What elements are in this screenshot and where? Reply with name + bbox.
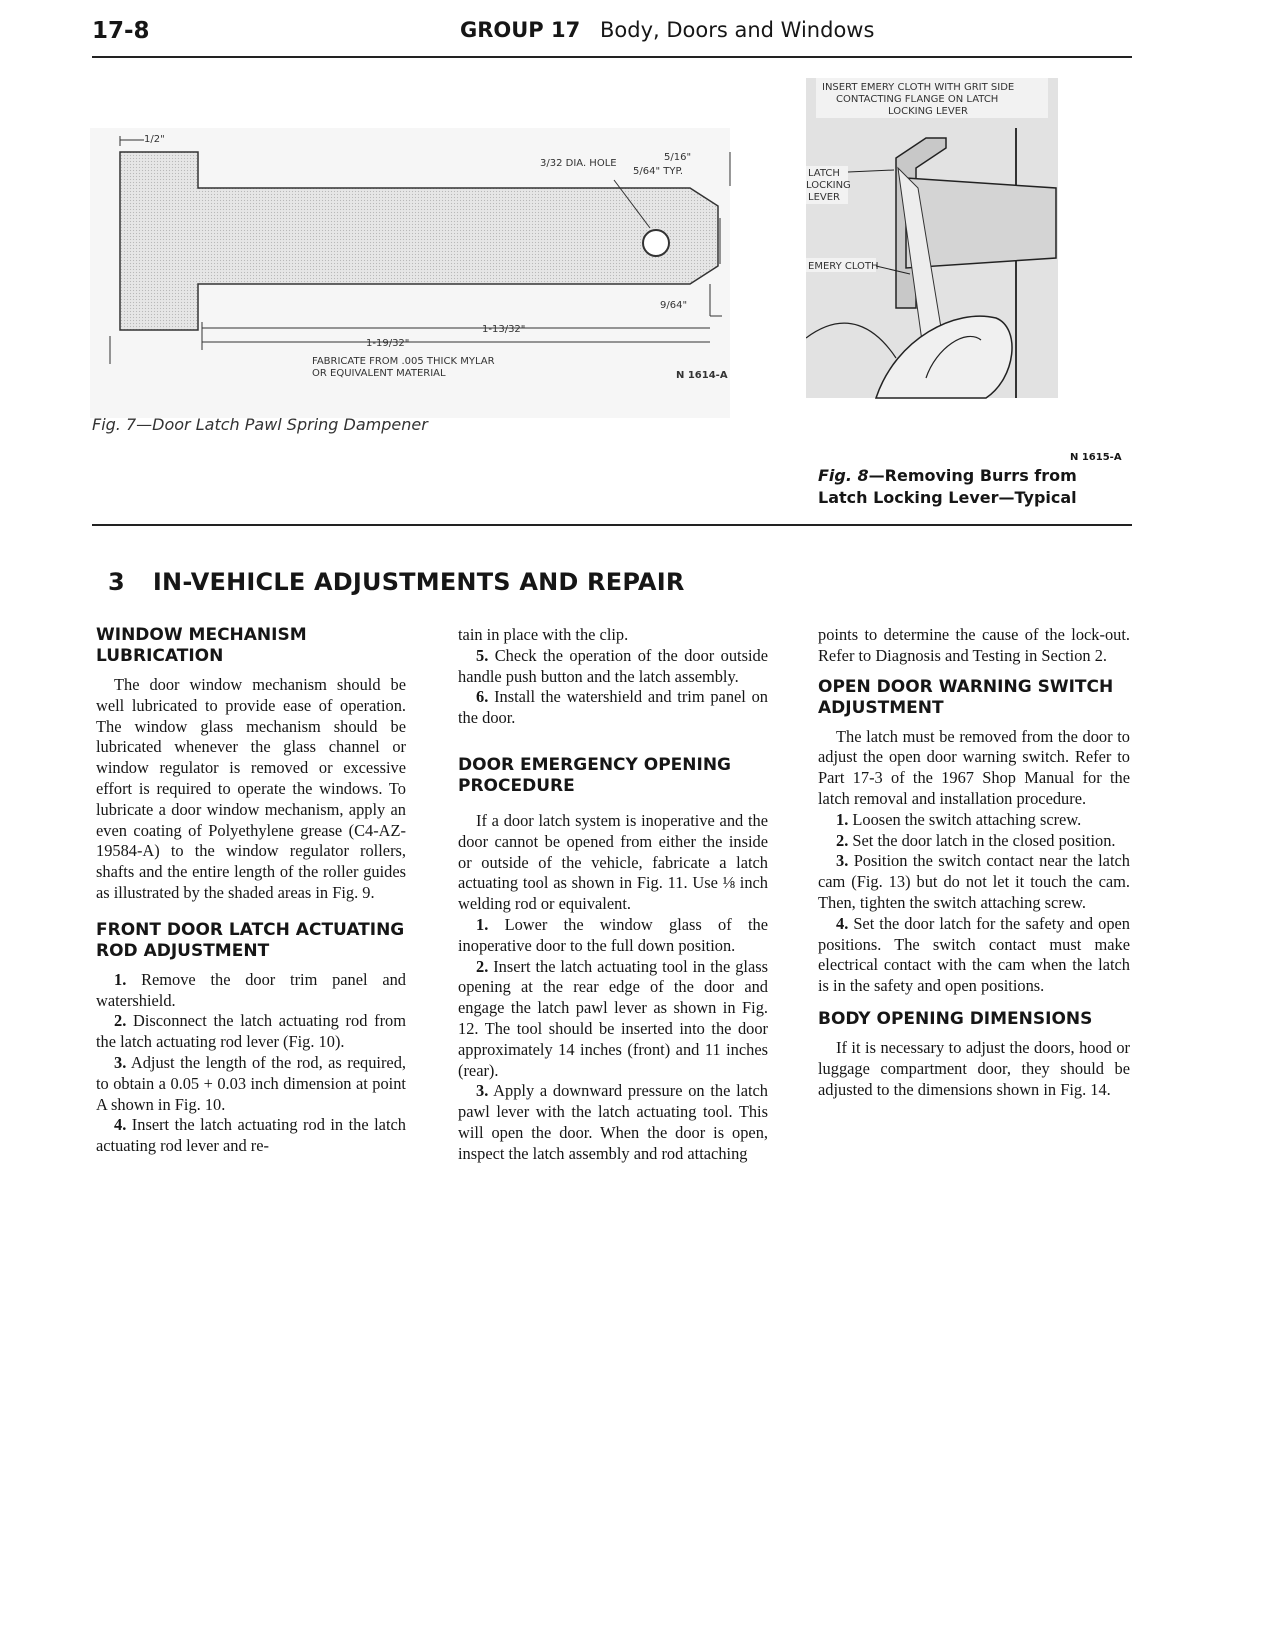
header-group: GROUP 17 [460,18,581,42]
figure-8-illustration [806,78,1098,418]
step-warning-2 [818,831,1130,852]
step-number: 2. [476,956,489,976]
step-number: 4. [114,1115,127,1135]
step-number: 5. [476,645,489,665]
step-front-6 [458,687,768,729]
figure-7-diagram [90,88,780,418]
step-front-1 [96,970,406,1012]
paragraph-warning-switch: The latch must be removed from the door to adjust the open door warning switch. Refer to Part 17-3 of the 1967 Shop Manual for the latch removal and installation procedure. [818,726,1130,808]
step-text: Lower the window glass of the inoperative door to the full down position. [458,914,768,955]
fig8-label-latch: LATCH [808,168,840,179]
figure-8-code: N 1615-A [1070,452,1122,463]
figure-8-caption-text: —Removing Burrs from Latch Locking Lever—Typical [818,466,1077,507]
label-nine-64: 9/64" [660,300,688,311]
figure-8-caption [818,465,1118,509]
fig7-note-line1: FABRICATE FROM .005 THICK MYLAR [312,356,495,367]
heading-front-door-latch: FRONT DOOR LATCH ACTUATING ROD ADJUSTMENT [96,919,405,961]
fig7-note-line2: OR EQUIVALENT MATERIAL [312,368,446,379]
step-text: Set the door latch for the safety and open positions. The switch contact must make electrical contact with the cam when the latch is in the safety and open positions. [818,913,1130,996]
paragraph-body-dimensions: If it is necessary to adjust the doors, hood or luggage compartment door, they should be adjusted to the dimensions shown in Fig. 14. [818,1037,1130,1099]
heading-warning-switch: OPEN DOOR WARNING SWITCH ADJUSTMENT [818,676,1114,718]
column-1 [96,625,406,1157]
label-hole: 3/32 DIA. HOLE [540,158,617,169]
step-front-2 [96,1011,406,1053]
label-five-64-typ: 5/64" TYP. [633,166,684,177]
fig8-label-lever: LEVER [808,192,840,203]
column-2 [458,625,768,1165]
step-text: Position the switch contact near the latch cam (Fig. 13) but do not let it touch the cam. Then, tighten the switch attaching screw. [818,851,1130,912]
step-number: 2. [836,830,849,850]
fig8-label-emery: EMERY CLOTH [808,261,879,272]
label-five-sixteenths: 5/16" [664,152,692,163]
step-emergency-1 [458,915,768,957]
step-number: 3. [836,851,849,871]
step-number: 3. [114,1052,127,1072]
column-3 [818,625,1130,1100]
step-text: Install the watershield and trim panel on the door. [458,687,768,728]
label-1-13-32: 1-13/32" [482,324,526,335]
step-text: Set the door latch in the closed position. [852,830,1116,850]
paragraph-window-lubrication: The door window mechanism should be well lubricated to provide ease of operation. The window glass mechanism should be lubricated whenever the glass channel or window regulator is removed or excessive effort is required to operate the windows. To lubricate a door window mechanism, apply an even coating of Polyethylene grease (C4-AZ-19584-A) to the window regulator rollers, shafts and the entire length of the roller guides as illustrated by the shaded areas in Fig. 9. [96,675,406,902]
step-number: 3. [476,1081,489,1101]
step-front-3 [96,1053,406,1115]
step-emergency-3 [458,1081,768,1164]
paragraph-continuation: tain in place with the clip. [458,625,629,644]
heading-body-dimensions: BODY OPENING DIMENSIONS [818,1008,1093,1029]
section-number: 3 [108,568,125,596]
step-number: 4. [836,913,849,933]
step-warning-1 [818,810,1130,831]
step-text: Disconnect the latch actuating rod from the latch actuating rod lever (Fig. 10). [96,1011,406,1052]
section-rule [92,524,1132,526]
step-number: 1. [114,969,127,989]
step-text: Remove the door trim panel and watershield. [96,969,406,1010]
step-text: Adjust the length of the rod, as required, to obtain a 0.05 + 0.03 inch dimension at point A shown in Fig. 10. [96,1052,406,1114]
paragraph-emergency-opening: If a door latch system is inoperative and the door cannot be opened from either the inside or outside of the vehicle, fabricate a latch actuating tool as shown in Fig. 11. Use ⅛ inch welding rod or equivalent. [458,810,768,914]
figure-7-caption: Fig. 7—Door Latch Pawl Spring Dampener [92,415,428,434]
label-half-inch: 1/2" [144,134,165,145]
dampener-hole [643,230,669,256]
heading-emergency-opening: DOOR EMERGENCY OPENING PROCEDURE [458,754,732,796]
paragraph-continuation: points to determine the cause of the lock-out. Refer to Diagnosis and Testing in Section 2. [818,625,1130,665]
section-title: IN-VEHICLE ADJUSTMENTS AND REPAIR [152,568,685,596]
fig8-label-top-line3: LOCKING LEVER [888,106,968,117]
step-text: Insert the latch actuating tool in the glass opening at the rear edge of the door and engage the latch pawl lever as shown in Fig. 12. The tool should be inserted into the door approximately 14 inches (front) and 11 inches (rear). [458,956,768,1080]
step-number: 2. [114,1011,127,1031]
step-number: 1. [836,809,849,829]
figure-8-caption-number: Fig. 8 [818,466,869,485]
fig8-label-top-line2: CONTACTING FLANGE ON LATCH [836,94,999,105]
step-warning-4 [818,914,1130,997]
step-text: Insert the latch actuating rod in the latch actuating rod lever and re- [96,1115,406,1156]
step-emergency-2 [458,957,768,1082]
fig7-code: N 1614-A [676,370,728,381]
step-warning-3 [818,851,1130,913]
step-front-4 [96,1115,406,1157]
step-text: Loosen the switch attaching screw. [852,809,1082,829]
section-heading [108,568,685,596]
label-1-19-32: 1-19/32" [366,338,410,349]
step-number: 6. [476,687,489,707]
step-text: Apply a downward pressure on the latch pawl lever with the latch actuating tool. This will open the door. When the door is open, inspect the latch assembly and rod attaching [458,1081,768,1163]
page-number: 17-8 [92,18,150,44]
heading-window-lubrication: WINDOW MECHANISM LUBRICATION [96,625,307,666]
step-text: Check the operation of the door outside handle push button and the latch assembly. [458,645,768,686]
fig8-label-locking: LOCKING [806,180,851,191]
fig8-label-top-line1: INSERT EMERY CLOTH WITH GRIT SIDE [822,82,1015,93]
step-front-5 [458,646,768,688]
header-rule [92,56,1132,58]
step-number: 1. [476,914,489,934]
header-title: Body, Doors and Windows [600,18,875,42]
